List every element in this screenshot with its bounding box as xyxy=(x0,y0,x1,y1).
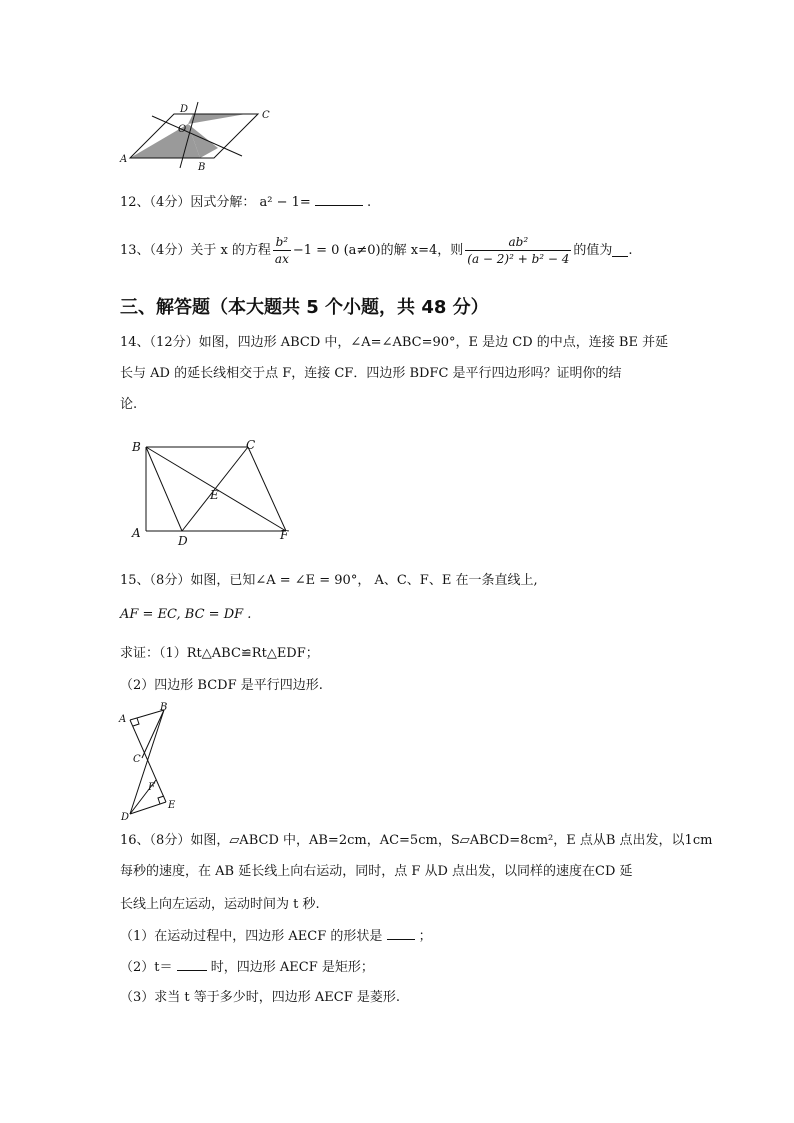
label-a: A xyxy=(119,714,127,725)
segment-de xyxy=(130,802,166,814)
segment-bc xyxy=(142,710,164,758)
q13-fraction-2 xyxy=(465,234,571,267)
q16-line-4 xyxy=(120,927,432,946)
q15-line-4: （2）四边形 BCDF 是平行四边形. xyxy=(120,678,323,693)
q16-part2-text: （2）t＝ xyxy=(120,960,173,975)
segment-bd xyxy=(146,447,182,531)
q16-line-3: 长线上向左运动，运动时间为 t 秒. xyxy=(120,897,320,912)
q12-prefix: 12、（4分）因式分解： xyxy=(120,195,256,210)
q16-part1-text: （1）在运动过程中，四边形 AECF 的形状是 xyxy=(120,929,383,944)
q16-part2-end: 时，四边形 AECF 是矩形； xyxy=(210,960,374,975)
label-b: B xyxy=(160,702,168,713)
q13-suffix: 的值为 xyxy=(573,242,613,258)
q13-prefix: 13、（4分）关于 x 的方程 xyxy=(120,242,271,258)
segment-cf xyxy=(248,447,286,531)
q16-part1-end: ； xyxy=(418,929,432,944)
q15-line-2: AF = EC, BC = DF . xyxy=(120,607,252,622)
q14-line-2: 长与 AD 的延长线相交于点 F，连接 CF．四边形 BDFC 是平行四边形吗？证明你的结 xyxy=(120,366,622,381)
q15-line-1: 15、（8分）如图，已知∠A = ∠E = 90°， A、C、F、E 在一条直线上, xyxy=(120,573,538,588)
label-c: C xyxy=(133,754,141,765)
shaded-triangle-right xyxy=(188,114,246,124)
q13-frac2-numerator: ab² xyxy=(508,235,529,249)
q13-fraction-1 xyxy=(273,234,291,267)
q14-figure xyxy=(128,435,308,547)
q15-figure xyxy=(116,700,186,822)
q12-end: . xyxy=(367,195,372,210)
q13-end: . xyxy=(628,242,633,258)
label-d: D xyxy=(180,104,189,115)
q14-line-3: 论. xyxy=(120,397,138,412)
label-d: D xyxy=(178,534,188,547)
label-c: C xyxy=(262,110,270,121)
q16-part1-blank[interactable] xyxy=(387,927,415,940)
q13-frac1-numerator: b² xyxy=(275,235,289,249)
label-e: E xyxy=(168,800,176,811)
q16-line-6: （3）求当 t 等于多少时，四边形 AECF 是菱形. xyxy=(120,990,401,1005)
label-e: E xyxy=(210,488,219,502)
label-f: F xyxy=(148,782,155,793)
q13-frac1-denominator: ax xyxy=(274,252,289,266)
label-d: D xyxy=(121,812,130,822)
label-b: B xyxy=(198,162,206,173)
q11-figure xyxy=(118,100,278,175)
q16-line-1: 16、（8分）如图，▱ABCD 中，AB=2cm，AC=5cm，S▱ABCD=8cm²，E 点从B 点出发，以1cm xyxy=(120,833,713,848)
question-13 xyxy=(120,234,633,267)
q13-middle: −1 = 0 (a≠0)的解 x=4，则 xyxy=(292,242,464,258)
q16-line-5 xyxy=(120,958,374,977)
label-a: A xyxy=(120,154,128,165)
q16-part2-blank[interactable] xyxy=(177,958,207,971)
label-f: F xyxy=(280,528,289,542)
q12-answer-blank[interactable] xyxy=(315,193,363,206)
label-b: B xyxy=(132,440,141,454)
question-12 xyxy=(120,193,371,212)
label-c: C xyxy=(246,438,256,452)
q13-answer-blank[interactable] xyxy=(612,244,628,257)
q13-frac2-denominator: (a − 2)² + b² − 4 xyxy=(467,252,570,266)
q12-expr: a² − 1= xyxy=(259,195,311,210)
q15-line-3: 求证：（1）Rt△ABC≌Rt△EDF； xyxy=(120,646,319,661)
shaded-triangle-left xyxy=(130,124,200,158)
q14-line-1: 14、（12分）如图，四边形 ABCD 中，∠A=∠ABC=90°，E 是边 CD 的中点，连接 BE 并延 xyxy=(120,335,669,350)
label-a: A xyxy=(132,526,141,540)
section-3-heading: 三、解答题（本大题共 5 个小题，共 48 分） xyxy=(120,297,489,318)
segment-ab xyxy=(130,710,164,720)
label-o: O xyxy=(178,124,187,135)
q16-line-2: 每秒的速度，在 AB 延长线上向右运动，同时，点 F 从D 点出发，以同样的速度在CD 延 xyxy=(120,864,633,879)
